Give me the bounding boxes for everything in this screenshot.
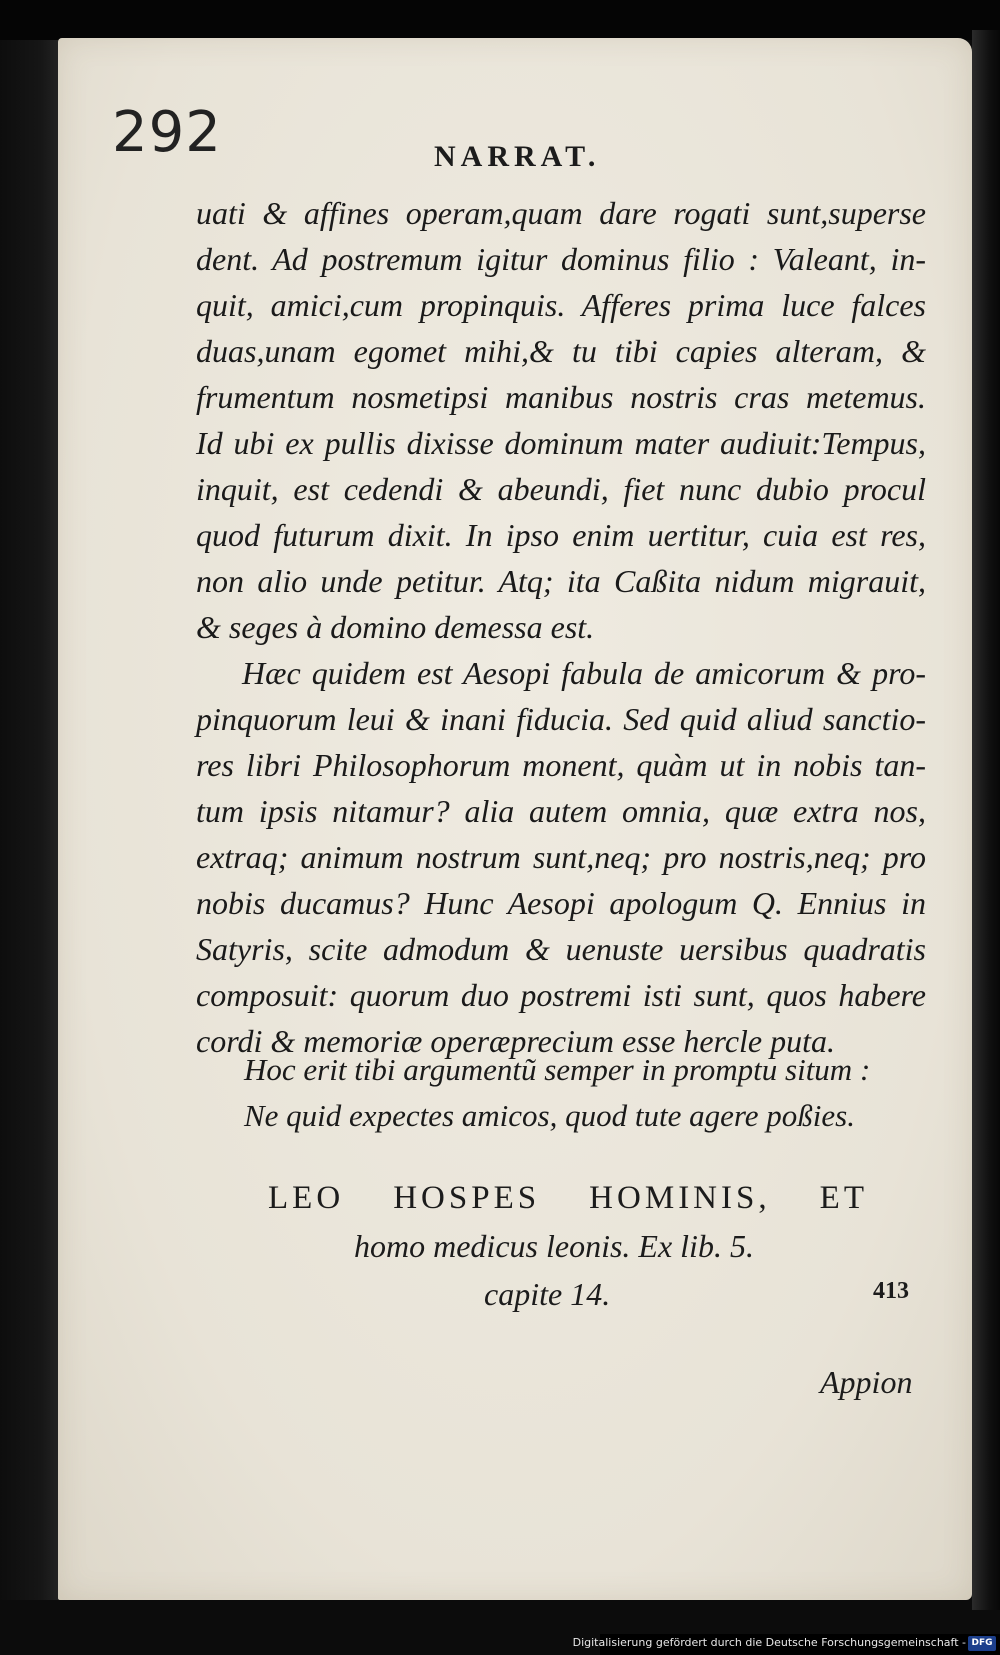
binding-top: [0, 0, 1000, 40]
binding-right: [972, 30, 1000, 1610]
text-line: inquit, est cedendi & abeundi, fiet nunc dubio procul: [196, 471, 926, 507]
text-line: Id ubi ex pullis dixisse dominum mater audiuit:Tempus,: [196, 425, 926, 461]
page-number: 292: [112, 100, 222, 165]
text-line: quit, amici,cum propinquis. Afferes prima luce falces: [196, 287, 926, 323]
section-subtitle-chapter: capite 14.: [484, 1276, 611, 1312]
text-line: dent. Ad postremum igitur dominus filio : Valeant, in-: [196, 241, 926, 277]
text-line: cordi & memoriæ operæprecium esse hercle puta.: [196, 1023, 835, 1059]
binding-left: [0, 40, 58, 1600]
text-line: & seges à domino demessa est.: [196, 609, 595, 645]
section-subtitle: homo medicus leonis. Ex lib. 5.: [354, 1228, 754, 1264]
text-line: Satyris, scite admodum & uenuste uersibus quadratis: [196, 931, 926, 967]
text-line: nobis ducamus? Hunc Aesopi apologum Q. Ennius in: [196, 885, 926, 921]
text-line: tum ipsis nitamur? alia autem omnia, quæ extra nos,: [196, 793, 926, 829]
section-title: LEO HOSPES HOMINIS, ET: [268, 1180, 868, 1216]
text-line: quod futurum dixit. In ipso enim uertitur, cuia est res,: [196, 517, 926, 553]
digitization-credit: Digitalisierung gefördert durch die Deutsche Forschungsgemeinschaft -: [572, 1636, 966, 1649]
text-line: duas,unam egomet mihi,& tu tibi capies alteram, &: [196, 333, 926, 369]
catchword: Appion: [820, 1364, 913, 1400]
text-line: frumentum nosmetipsi manibus nostris cras metemus.: [196, 379, 926, 415]
text-line: pinquorum leui & inani fiducia. Sed quid aliud sanctio-: [196, 701, 926, 737]
text-line: uati & affines operam,quam dare rogati sunt,superse: [196, 195, 926, 231]
text-line: res libri Philosophorum monent, quàm ut in nobis tan-: [196, 747, 926, 783]
running-head: NARRAT.: [434, 140, 601, 173]
text-line: Hæc quidem est Aesopi fabula de amicorum & pro-: [242, 655, 926, 691]
text-line: non alio unde petitur. Atq; ita Caßita nidum migrauit,: [196, 563, 926, 599]
text-line: extraq; animum nostrum sunt,neq; pro nostris,neq; pro: [196, 839, 926, 875]
verse-line: Hoc erit tibi argumentũ semper in promptu situm :: [244, 1052, 871, 1087]
dfg-logo: DFG: [968, 1636, 996, 1651]
body-text: [196, 190, 926, 1064]
signature-mark: 413: [873, 1278, 909, 1304]
text-line: composuit: quorum duo postremi isti sunt, quos habere: [196, 977, 926, 1013]
verse-line: Ne quid expectes amicos, quod tute agere poßies.: [244, 1098, 855, 1133]
